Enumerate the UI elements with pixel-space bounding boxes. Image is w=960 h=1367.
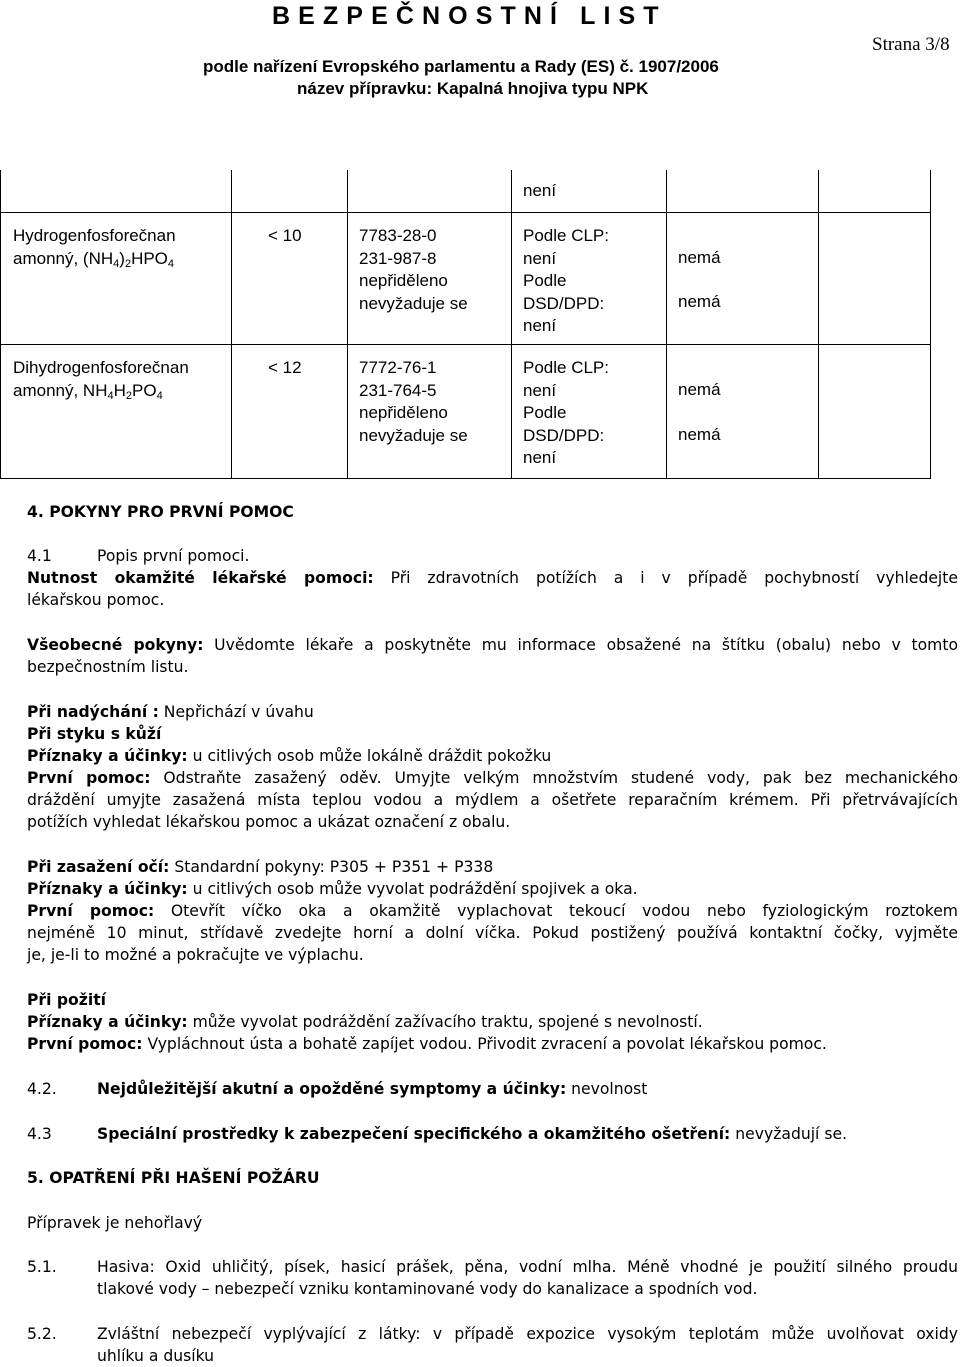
paragraph-line: Při zasažení očí: Standardní pokyny: P305 + P351 + P338	[27, 858, 494, 876]
paragraph-line: Při požití	[27, 991, 106, 1009]
paragraph-line: První pomoc: Vypláchnout ústa a bohatě zapíjet vodou. Přivodit zvracení a povolat lékařskou pomoc.	[27, 1035, 827, 1053]
table-row-divider	[0, 212, 931, 213]
table-row-divider	[0, 344, 931, 345]
table-cell-identifiers: 7772-76-1 231-764-5 nepřiděleno nevyžaduje se	[359, 358, 468, 445]
table-cell-value: nemá	[678, 380, 721, 399]
paragraph-line: Všeobecné pokyny: Uvědomte lékaře a poskytněte mu informace obsažené na štítku (obalu) nebo v tomto	[27, 636, 959, 654]
table-border-left	[0, 170, 1, 479]
table-border-right	[930, 170, 931, 479]
table-cell-value: nemá	[678, 425, 721, 444]
table-col-divider	[511, 170, 512, 479]
paragraph-line: bezpečnostním listu.	[27, 658, 189, 676]
paragraph-line: tlakové vody – nebezpečí vzniku kontaminované vody do kanalizace a spodních vod.	[97, 1280, 758, 1298]
section-heading: 5. OPATŘENÍ PŘI HAŠENÍ POŽÁRU	[27, 1169, 320, 1187]
table-cell: není	[523, 181, 557, 200]
table-cell-classification: Podle CLP: není Podle DSD/DPD: není	[523, 358, 609, 467]
table-col-divider	[231, 170, 232, 479]
table-col-divider	[347, 170, 348, 479]
paragraph-line: Přípravek je nehořlavý	[27, 1214, 203, 1232]
regulation-line: podle nařízení Evropského parlamentu a Rady (ES) č. 1907/2006	[203, 57, 719, 76]
section-number: 4.3	[27, 1125, 52, 1143]
table-cell-identifiers: 7783-28-0 231-987-8 nepřiděleno nevyžaduje se	[359, 226, 468, 313]
paragraph-line: Zvláštní nebezpečí vyplývající z látky: v případě expozice vysokým teplotám může uvolňovat oxidy	[97, 1325, 958, 1343]
paragraph-line: je, je-li to možné a pokračujte ve výplachu.	[27, 946, 364, 964]
paragraph-line: nejméně 10 minut, střídavě zvedejte horní a dolní víčka. Pokud postižený používá kontaktní čočky, vyjměte	[27, 924, 958, 942]
table-cell-classification: Podle CLP: není Podle DSD/DPD: není	[523, 226, 609, 335]
table-cell-concentration: < 12	[268, 358, 302, 377]
table-col-divider	[818, 170, 819, 479]
section-number: 4.1	[27, 547, 52, 565]
paragraph-line: dráždění umyjte zasažená místa teplou vodou a mýdlem a ošetřete reparačním krémem. Při přetrvávajících	[27, 791, 958, 809]
product-name: název přípravku: Kapalná hnojiva typu NPK	[297, 79, 649, 98]
paragraph-line: Příznaky a účinky: u citlivých osob může vyvolat podráždění spojivek a oka.	[27, 880, 638, 898]
section-heading: 4. POKYNY PRO PRVNÍ POMOC	[27, 503, 294, 521]
table-cell-concentration: < 10	[268, 226, 302, 245]
section-number: 5.2.	[27, 1325, 57, 1343]
paragraph-line: potížích vyhledat lékařskou pomoc a ukázat označení z obalu.	[27, 813, 511, 831]
page-number: Strana 3/8	[872, 34, 950, 55]
table-cell-substance: Hydrogenfosforečnan amonný, $(NH_4)_2HPO_4$	[13, 226, 176, 270]
table-col-divider	[666, 170, 667, 479]
subsection-title: Speciální prostředky k zabezpečení specifického a okamžitého ošetření: nevyžadují se.	[97, 1125, 848, 1143]
subsection-title: Popis první pomoci.	[97, 547, 250, 565]
section-number: 5.1.	[27, 1258, 57, 1276]
table-cell-substance: Dihydrogenfosforečnan amonný, $NH_4H_2PO_4$	[13, 358, 189, 402]
paragraph-line: První pomoc: Odstraňte zasažený oděv. Umyjte velkým množstvím studené vody, pak bez mechanického	[27, 769, 958, 787]
paragraph-line: lékařskou pomoc.	[27, 591, 165, 609]
document-title: BEZPEČNOSTNÍ LIST	[272, 2, 667, 30]
paragraph-line: Hasiva: Oxid uhličitý, písek, hasicí prášek, pěna, vodní mlha. Méně vhodné je použití silného proudu	[97, 1258, 958, 1276]
paragraph-line: uhlíku a dusíku	[97, 1347, 215, 1365]
paragraph-line: Příznaky a účinky: může vyvolat podráždění zažívacího traktu, spojené s nevolností.	[27, 1013, 703, 1031]
paragraph-line: První pomoc: Otevřít víčko oka a okamžitě vyplachovat tekoucí vodou nebo fyziologickým roztokem	[27, 902, 958, 920]
table-cell-value: nemá	[678, 292, 721, 311]
paragraph-line: Nutnost okamžité lékařské pomoci: Při zdravotních potížích a i v případě pochybností vyhledejte	[27, 569, 958, 587]
paragraph-line: Při nadýchání : Nepřichází v úvahu	[27, 703, 314, 721]
subsection-title: Nejdůležitější akutní a opožděné symptomy a účinky: nevolnost	[97, 1080, 648, 1098]
section-number: 4.2.	[27, 1080, 57, 1098]
table-border-bottom	[0, 478, 931, 479]
paragraph-line: Příznaky a účinky: u citlivých osob může lokálně dráždit pokožku	[27, 747, 552, 765]
table-cell-value: nemá	[678, 248, 721, 267]
paragraph-line: Při styku s kůží	[27, 725, 162, 743]
